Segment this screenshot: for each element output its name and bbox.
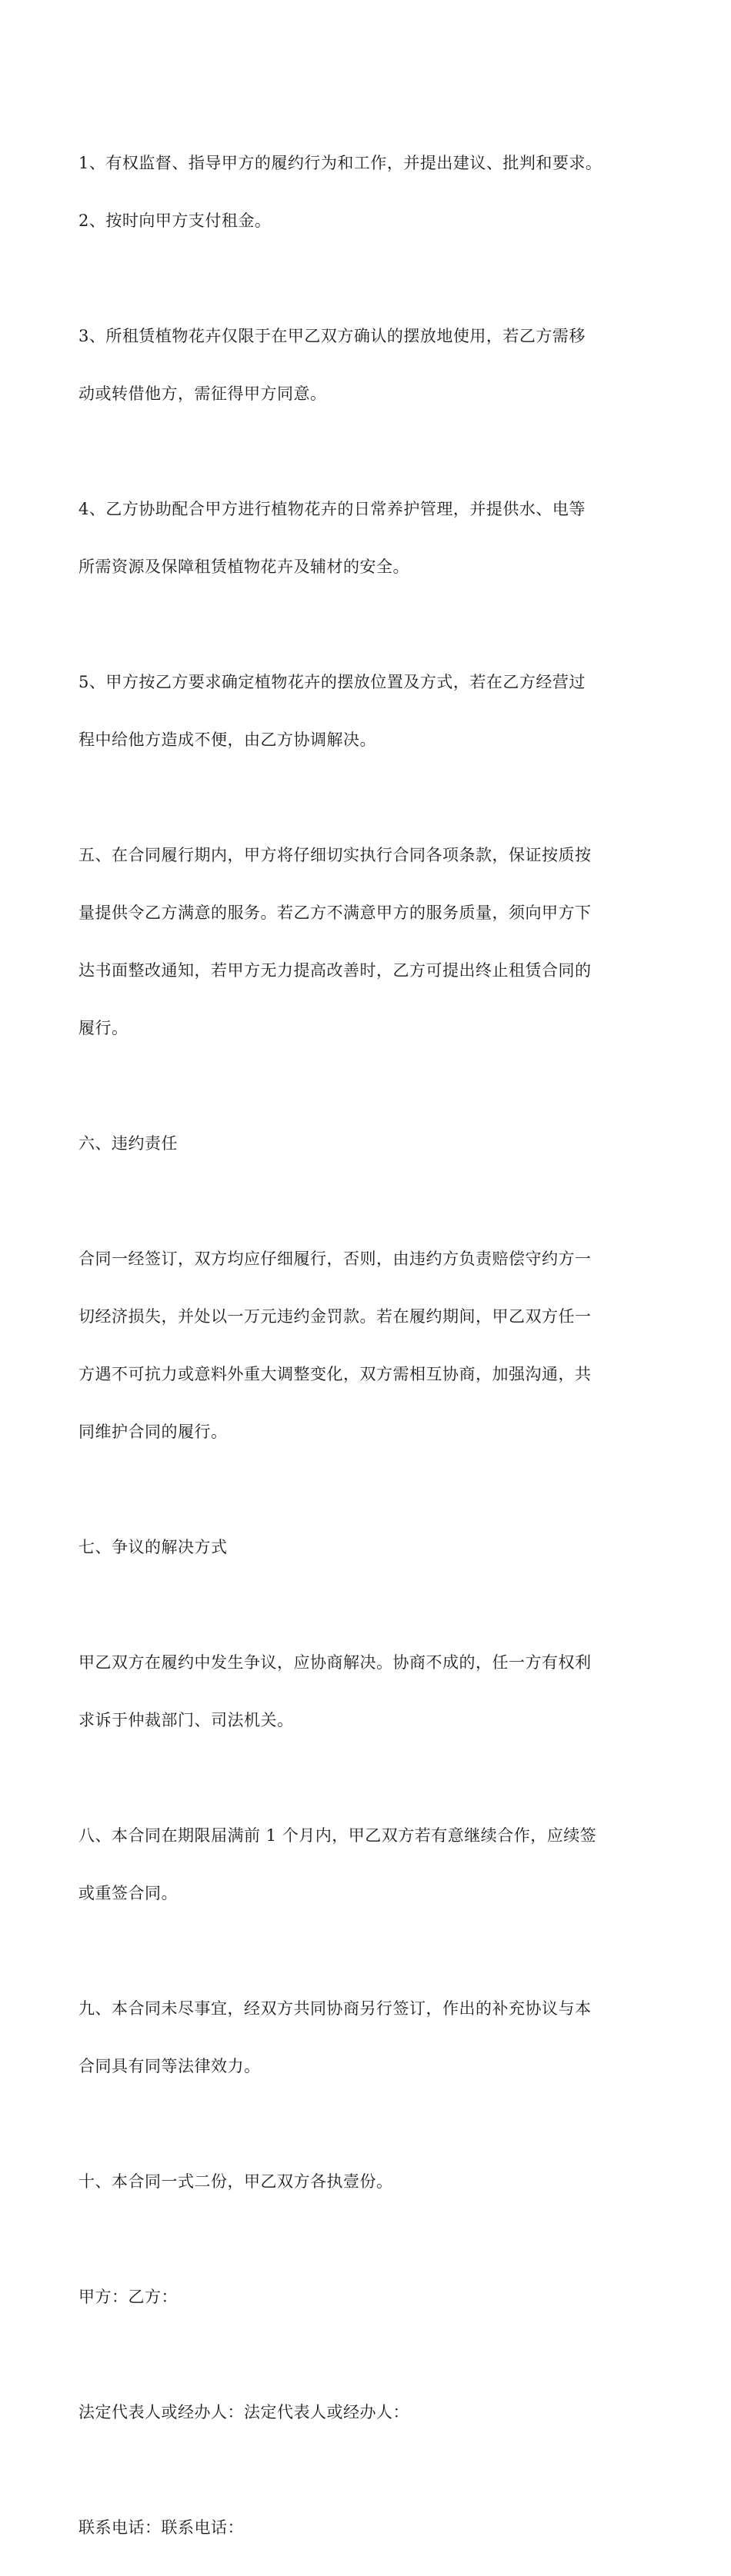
text-line: 或重签合同。 bbox=[78, 1884, 178, 1902]
text-line: 5、甲方按乙方要求确定植物花卉的摆放位置及方式，若在乙方经营过 bbox=[78, 673, 586, 691]
text-line: 六、违约责任 bbox=[78, 1134, 178, 1153]
text-line: 切经济损失，并处以一万元违约金罚款。若在履约期间，甲乙双方任一 bbox=[78, 1307, 592, 1326]
text-line: 甲方：乙方： bbox=[78, 2288, 178, 2306]
paragraph bbox=[78, 288, 663, 442]
text-line: 2、按时向甲方支付租金。 bbox=[78, 211, 272, 230]
section-heading bbox=[78, 1096, 663, 1192]
text-line: 方遇不可抗力或意料外重大调整变化，双方需相互协商，加强沟通，共 bbox=[78, 1365, 592, 1383]
paragraph bbox=[78, 634, 663, 788]
text-line: 十、本合同一式二份，甲乙双方各执壹份。 bbox=[78, 2172, 393, 2191]
section-heading bbox=[78, 1499, 663, 1596]
text-line: 七、争议的解决方式 bbox=[78, 1538, 228, 1556]
text-line: 合同一经签订，双方均应仔细履行，否则，由违约方负责赔偿守约方一 bbox=[78, 1250, 592, 1268]
text-line: 1、有权监督、指导甲方的履约行为和工作，并提出建议、批判和要求。 bbox=[78, 154, 602, 172]
paragraph bbox=[78, 1961, 663, 2115]
text-line: 履行。 bbox=[78, 1019, 129, 1037]
paragraph bbox=[78, 807, 663, 1077]
text-line: 所需资源及保障租赁植物花卉及辅材的安全。 bbox=[78, 557, 409, 576]
text-line: 动或转借他方，需征得甲方同意。 bbox=[78, 384, 327, 403]
paragraph bbox=[78, 1615, 663, 1769]
paragraph bbox=[78, 461, 663, 615]
text-line: 五、在合同履行期内，甲方将仔细切实执行合同各项条款，保证按质按 bbox=[78, 846, 592, 864]
paragraph bbox=[78, 115, 663, 269]
text-line: 同维护合同的履行。 bbox=[78, 1423, 228, 1441]
text-line: 量提供令乙方满意的服务。若乙方不满意甲方的服务质量，须向甲方下 bbox=[78, 904, 592, 922]
paragraph bbox=[78, 1788, 663, 1942]
text-line: 求诉于仲裁部门、司法机关。 bbox=[78, 1711, 294, 1729]
text-line: 联系电话：联系电话： bbox=[78, 2518, 244, 2537]
paragraph bbox=[78, 1211, 663, 1480]
text-line: 九、本合同未尽事宜，经双方共同协商另行签订，作出的补充协议与本 bbox=[78, 1999, 592, 2018]
text-line: 甲乙双方在履约中发生争议，应协商解决。协商不成的，任一方有权利 bbox=[78, 1653, 592, 1672]
text-line: 合同具有同等法律效力。 bbox=[78, 2057, 261, 2075]
text-line: 4、乙方协助配合甲方进行植物花卉的日常养护管理，并提供水、电等 bbox=[78, 500, 586, 518]
text-line: 3、所租赁植物花卉仅限于在甲乙双方确认的摆放地使用，若乙方需移 bbox=[78, 327, 586, 345]
text-line: 法定代表人或经办人：法定代表人或经办人： bbox=[78, 2403, 409, 2421]
text-line: 程中给他方造成不便，由乙方协调解决。 bbox=[78, 731, 376, 749]
text-line: 八、本合同在期限届满前 1 个月内，甲乙双方若有意继续合作，应续签 bbox=[78, 1826, 597, 1845]
signature-phones bbox=[78, 2480, 663, 2576]
signature-parties bbox=[78, 2249, 663, 2345]
text-line: 达书面整改通知，若甲方无力提高改善时，乙方可提出终止租赁合同的 bbox=[78, 961, 592, 980]
paragraph bbox=[78, 2134, 663, 2230]
document-page bbox=[78, 115, 663, 2576]
signature-representatives bbox=[78, 2365, 663, 2461]
